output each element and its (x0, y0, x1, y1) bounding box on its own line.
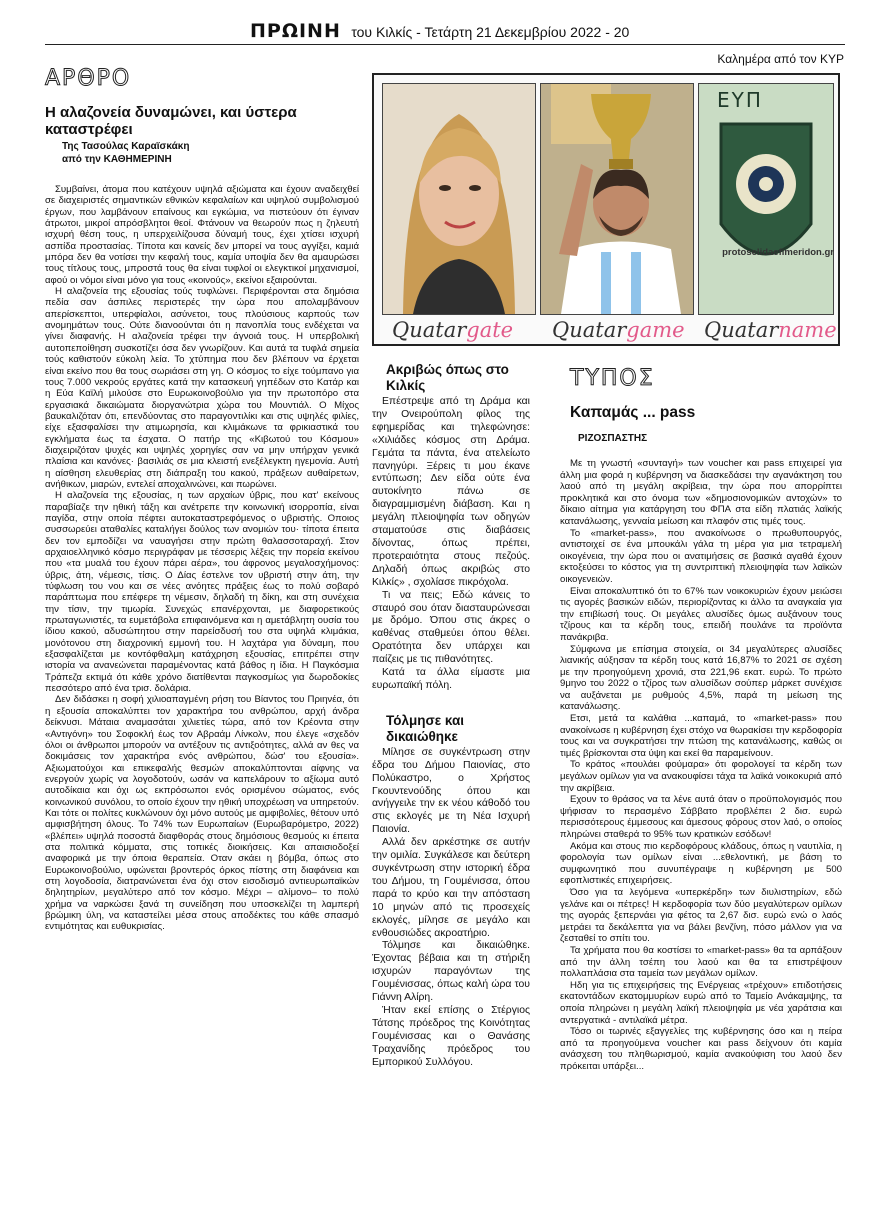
article-left-title: Η αλαζονεία δυναμώνει, και ύστερα καταστρέφει (45, 104, 297, 138)
paragraph: Όσο για τα λεγόμενα «υπερκέρδη» των διυλιστηρίων, εδώ γελάνε και οι πέτρες! Η κερδοφορία των δύο μεγαλύτερων ομίλων της αγοράς ξεπερνάει για φέτος τα 2,67 δισ. ευρώ ενώ ο λαός μετράει τα δεκάλεπτα για να βάλει βενζίνη, πόσο μάλλον για να ζεσταθεί το σπίτι του. (560, 886, 842, 945)
block1-body (372, 396, 530, 693)
cartoon-panel-footballer (540, 83, 694, 315)
section-label-typos: ΤΥΠΟΣ (570, 366, 655, 391)
woman-portrait-image (383, 84, 535, 314)
paragraph: Το «market-pass», που ανακοίνωσε ο πρωθυπουργός, αντιστοιχεί σε ένα μπουκάλι γάλα τη μέρα για μια τετραμελή οικογένεια, την ώρα που οι ανατιμήσεις σε βασικά αγαθά έχουν εκτοξεύσει το κόστος για τη συντριπτική πλειοψηφία των λαϊκών οικογενειών. (560, 527, 842, 585)
cartoon-panel-badge (698, 83, 834, 315)
paragraph: Επέστρεψε από τη Δράμα και την Ονειρούπολη φίλος της εφημερίδας και τηλεφώνησε: «Χιλιάδες κόσμος στη Δράμα. Γεμάτα τα πάντα, ένα ατελείωτο πανηγύρι. Ξέρεις τι μου έκανε εντύπωση; Δεν είδα ούτε ένα αυτοκίνητο πάνω σε διαγραμμισμένη διάβαση. Και η μεγάλη πλειοψηφία των οδηγών σταματούσε στις διαβάσεις δίνοντας, όπως πρέπει, προτεραιότητα στους πεζούς. Δηλαδή όπως ακριβώς στο Κιλκίς» , σχολίασε πικρόχολα. (372, 396, 530, 588)
source: από την ΚΑΘΗΜΕΡΙΝΗ (62, 154, 172, 165)
caption-name: Quatarname (704, 318, 837, 342)
paragraph: Τόλμησε και δικαιώθηκε. Έχοντας βέβαια και τη στήριξη ισχυρών παραγόντων της Γουμένισσας, όπως καλή ώρα του Γιάννη Αλίρη. (372, 940, 530, 1004)
block1-title: Ακριβώς όπως στο Κιλκίς (386, 362, 509, 393)
paragraph: Δεν διδάσκει η σοφή χιλιοαπαγμένη ρήση του Βίαντος του Πριηνέα, ότι η εξουσία αποκαλύπτει τον χαρακτήρα του ανθρώπου, αρχή άνδρα δείκνυσι. Μάταια αναμασάται χιλιετίες τώρα, από τον Κρέοντα στην «Αντιγόνη» του Σοφοκλή έως τον Αβραάμ Λίνκολν, που έλεγε «σχεδόν όλοι οι άνθρωποι μπορούν να αντέξουν τις αντιξοότητες, αλλά αν θες να δοκιμάσεις τον χαρακτήρα ενός ανθρώπου, δώσ' του εξουσία». Αξιωματούχοι και επικεφαλής θεσμών αποκαλύπτονται αίφνης να ενεργούν χωρίς να λογοδοτούν, ωσάν να καπελάρουν το αξίωμα αυτό αυτοδίκαια και όχι ως εκπρόσωποι ενός ορισμένου σώματος, ενός κοινωνικού συνόλου, το οποίο έχουν την ηθική υποχρέωση να υπηρετούν. Και τότε οι πολίτες κυκλώνουν όχι μόνο αυτούς με αμφιβολίες, θέτουν υπό αμφισβήτηση όλους. Το 74% των Ευρωπαίων (Ευρωβαρόμετρο, 2022) «βλέπει» υψηλά ποσοστά διαφθοράς στους δημόσιους θεσμούς κι έπειτα στα πολιτικά κόμματα, στις τοπικές διοικήσεις. Και απαισιοδοξεί αναφορικά με την όποια θεραπεία. Οταν σκάει η βόμβα, όπως στο Ευρωκοινοβούλιο, υφώνεται βροντερός όρκος πίστης στη διαφάνεια και στη λογοδοσία, διατρανώνεται ένα όχι στον εισοδισμό αντιευρωπαϊκών δηλητηρίων, μεγαλύτερο από τον κόσμο. Μέχρι – αλίμονο– το πολύ χρήμα να ναρκώσει ξανά τη συνείδηση που υποσκελίζει τη λαμπερή βρώμικη ύλη, να καταστείλει μέσα στους αποδέκτες του κάθε σπασμό εντιμότητας και ευθυκρισίας. (45, 694, 359, 933)
article-right-body (560, 458, 842, 1188)
badge-text: ΕΥΠ (717, 88, 763, 112)
greeting: Καλημέρα από τον ΚΥΡ (717, 52, 844, 66)
article-right-title: Καπαμάς ... pass (570, 404, 696, 421)
article-left-body (45, 184, 359, 1184)
paragraph: Είναι αποκαλυπτικό ότι το 67% των νοικοκυριών έχουν μειώσει τις αγορές βασικών ειδών, περιορίζοντας κι άλλο τα αναγκαία για την επιβίωσή τους. Οι μεγάλες αλυσίδες όμως αυξάνουν τους τζίρους και τα κέρδη τους, επειδή πουλάνε τα προϊόντα πανάκριβα. (560, 585, 842, 643)
article-left-byline (62, 140, 362, 166)
edition-info: του Κιλκίς - Τετάρτη 21 Δεκεμβρίου 2022 - 20 (351, 24, 630, 40)
masthead (40, 18, 852, 46)
block2-body (372, 747, 530, 1070)
masthead-line (250, 20, 629, 42)
block2-title: Τόλμησε και δικαιώθηκε (386, 712, 465, 744)
section-label-arthro: ΑΡΘΡΟ (45, 66, 132, 91)
paragraph: Τόσο οι τωρινές εξαγγελίες της κυβέρνησης όσο και η πείρα από τα προηγούμενα voucher και pass δείχνουν ότι καμία ανάσχεση του πληθωρισμού, καμία ανακούφιση του λαού δεν πρόκειται υπάρξει... (560, 1026, 842, 1072)
paragraph: Η αλαζονεία της εξουσίας τούς τυφλώνει. Περιφέρονται στα δημόσια πεδία σαν άσπιλες περιστερές την ώρα που απολαμβάνουν απερίσκεπτοι, υπερφίαλοι, ασύνετοι, τους πλούσιους καρπούς των ανομημάτων τους. Ούτε διανοούνται ότι η πανοπλία τους ενδέχεται να γίνει διαφανής. Η αλαζονεία τρέφει την άγνοιά τους. Η υπερβολική αυτοπεποίθηση συσκοτίζει όσα δεν γνωρίζουν. Και αυτά τα τυφλά σημεία τούς καθιστούν εύκολη λεία. Το χτύπημα που δεν βλέπουν να έρχεται είναι εκείνο που θα τους σωριάσει στη γη. Ο κόσμος το είχε τούμπανο για τους 7.000 νεκρούς εργάτες κατά την κατασκευή γηπέδων στο Κατάρ και η Εύα Καϊλή μιλούσε στο Ευρωκοινοβούλιο για την πρωτοπόρο στα εργασιακά δικαιώματα διοργανώτρια χώρα του Μουντιάλ. Ο Μίχος βαυκαλιζόταν ότι, επενδύοντας στο παραγοντιλίκι και στις υψηλές φιλίες, είχε εξασφαλίσει την ατιμωρησία, και κλιμάκωνε τα φρικιαστικά του εγκλήματα έως τα έσχατα. Ο πατήρ της «Κιβωτού του Κόσμου» διαχειριζόταν ψυχές και υψηλές χορηγίες σαν να μην υπήρχαν γενικά πλαίσια και κανόνες· βασιλιάς σε μια κλειστή ενεξέλεγκτη ηγεμονία. Αυτή η αίσθηση ελευθερίας στη διάπραξη του κακού, πράξεων αυθαίρετων, ανήθικων, μιαρών, εντελεί αποχαλινώνει, και πωρώνει. (45, 286, 359, 490)
paragraph: Ηδη για τις επιχειρήσεις της Ενέργειας «τρέχουν» επιδοτήσεις εκατοντάδων εκατομμυρίων ευρώ από το Ταμείο Ανάκαμψης, τα οποία πληρώνει η μεγάλη λαϊκή πλειοψηφία με νέα χαράτσια και αντεργατικά - αντιλαϊκά μέτρα. (560, 979, 842, 1026)
paragraph: Κατά τα άλλα είμαστε μια ευρωπαϊκή πόλη. (372, 667, 530, 691)
caption-game: Quatargame (552, 318, 685, 342)
article-right-source: ΡΙΖΟΣΠΑΣΤΗΣ (578, 433, 648, 444)
column-middle (372, 362, 530, 1070)
paragraph: Εχουν το θράσος να τα λένε αυτά όταν ο προϋπολογισμός που ψήφισαν το περασμένο Σάββατο προβλέπει 2 δισ. ευρώ περισσότερους έμμεσους και άμεσους φόρους στον λαό, ο οποίος πληρώνει σταθερά το 95% των κρατικών εσόδων! (560, 794, 842, 840)
paragraph: Το κράτος «πουλάει φούμαρα» ότι φορολογεί τα κέρδη των μεγάλων ομίλων για να ανακουφίσει τάχα τα λαϊκά νοικοκυριά από την ακρίβεια. (560, 759, 842, 794)
header-rule (45, 44, 845, 45)
paragraph: Τα χρήματα που θα κοστίσει το «market-pass» θα τα αρπάξουν από την άλλη τσέπη του λαού και θα τα επιστρέψουν πολλαπλάσια στα ταμεία των μεγάλων ομίλων. (560, 944, 842, 980)
paragraph: Η αλαζονεία της εξουσίας, η των αρχαίων ύβρις, που κατ' εκείνους παραβίαζε την ηθική τάξη και ανέτρεπε την κοινωνική ισορροπία, είναι παγίδα, στην οποία πέφτει αυτοκαταστρεφόμενος ο υβριστής. Οποιος συσσωρεύει αταθαλίες καταλήγει δούλος των ανομιών του· τίποτα έπειτα δεν τον εμποδίζει να ναυαγήσει στην πρώτη θαλασσοταραχή. Στον αρχαιοελληνικό κόσμο περιγράφαν με τέσσερις λέξεις την πορεία εκείνου που «τα μυαλά του έχουν πάρει αέρα», του άφρονος μεγαλοσχήμονος: ύβρις, άτη, νέμεσις, τίσις. Ο Δίας έστελνε τον υβριστή στην άτη, την τύφλωση του νου και σε νέες ανόητες πράξεις έως το πολύ σοβαρό παράπτωμα που επέφερε τη νέμεσιν, δηλαδή τη δίκη, και στη συνέχεια την τίσιν, την τιμωρία. Συνεχώς επανέρχονται, με διαφορετικούς πρωταγωνιστές, τα ευμετάβολα επιφαινόμενα και η αμετάβλητη ουσία του ίδιου κακού, αδυσώπητου στην παρείσδυσή του στα υψηλά κλιμάκια, μονότονου στη διαχρονική εμμονή του. Η λαχτάρα για δύναμη, που εξασφαλίζεται με κοντόφθαλμη κατάχρηση εξουσίας, επιτρέπει στην ιστορία να ανανεώνεται παραμένοντας κατά βάθος η ίδια. Η Παγκόσμια Τράπεζα εκτιμά ότι κάθε χρόνο διατίθενται παγκοσμίως για δωροδοκίες πεσσότερο από ένα τρισ. δολάρια. (45, 490, 359, 695)
caption-gate: Quatargate (392, 318, 514, 342)
paragraph: Αλλά δεν αρκέστηκε σε αυτήν την ομιλία. Συγκάλεσε και δεύτερη συγκέντρωση στην ιστορική έδρα του Δήμου, τη Γουμένισσα, όπου παρά το κρύο και την απόσταση 10 μηνών από τις προσεχείς εκλογές, μίλησε σε μεγάλο και ενθουσιώδες ακροατήριο. (372, 837, 530, 939)
footballer-trophy-image (541, 84, 693, 314)
paragraph: Ακόμα και στους πιο κερδοφόρους κλάδους, όπως η ναυτιλία, η φορολογία των ομίλων είναι ...εθελοντική, με βάση το συμφωνητικό που συνυπέγραψε η κυβέρνηση με 500 εφοπλιστικές επιχειρήσεις. (560, 840, 842, 887)
paragraph: Τι να πεις; Εδώ κάνεις το σταυρό σου όταν διασταυρώνεσαι με δρόμο. Όπου στις άκρες ο καθένας σταθμεύει όπου θέλει. Ορατότητα δεν υπάρχει και παίζεις με τις πιθανότητες. (372, 589, 530, 666)
paragraph: Μίλησε σε συγκέντρωση στην έδρα του Δήμου Παιονίας, στο Πολύκαστρο, ο Χρήστος Γκουντενούδης όπου και ανήγγειλε την εκ νέου κάθοδό του στις εκλογές με τη Νέα Ισχυρή Παιονία. (372, 746, 530, 836)
paragraph: Συμβαίνει, άτομα που κατέχουν υψηλά αξιώματα και έχουν αναδειχθεί σε διαχειριστές σημαντικών εθνικών κεφαλαίων και υψηλού συμβολισμού έργων, που λαμβάνουν επαίνους και εγκώμια, να πιστεύουν ότι έγιναν άτρωτοι, μικροί απρόσβλητοι θεοί. Φτάνουν να θεωρούν πως η ζηλευτή ισχυρή θέση τους, η υπερχειλίζουσα δύναμή τους, έχει χτίσει ισχυρή ασπίδα προστασίας. Τίποτα και κανείς δεν μπορεί να τους αγγίξει, καμιά μπόρα δεν θα νοτίσει την κεφαλή τους, καμία υποψία δεν θα αμαυρώσει τους τίτλους τους, μπροστά τους θα είναι τυφλοί οι ελεγκτικοί μηχανισμοί, αφού οι νόμοι είναι μόνο για τους «κοινούς», εκείνοι εξαιρούνται. (45, 184, 359, 286)
paragraph: Ετσι, μετά τα καλάθια ...καπαμά, το «market-pass» που ανακοίνωσε η κυβέρνηση έχει στόχο να θωρακίσει την κερδοφορία τους και να συγκρατήσει την πτώση της κατανάλωσης, καθώς οι τιμές βρίσκονται στα ύψη και εκεί θα παραμείνουν. (560, 713, 842, 759)
cartoon-illustration (372, 73, 840, 346)
paragraph: Ήταν εκεί επίσης ο Στέργιος Τάτσης πρόεδρος της Κοινότητας Γουμένισσας και ο Θανάσης Τραχανίδης πρόεδρος του Εμπορικού Συλλόγου. (372, 1004, 530, 1068)
agency-badge-image (699, 84, 833, 314)
paragraph: Με τη γνωστή «συνταγή» των voucher και pass επιχειρεί για άλλη μια φορά η κυβέρνηση να διασκεδάσει την αγανάκτηση του λαού από τη μεγάλη ακρίβεια, την ώρα που απορρίπτει προκλητικά και στο όνομα των «δημοσιονομικών αντοχών» το δίκαιο αίτημα για κατάργηση του ΦΠΑ στα είδη πλατιάς λαϊκής κατανάλωσης, γενναία μείωση και πλαφόν στις τιμές τους. (560, 458, 842, 527)
cartoon-panel-portrait (382, 83, 536, 315)
paragraph: Σύμφωνα με επίσημα στοιχεία, οι 34 μεγαλύτερες αλυσίδες λιανικής αύξησαν τα κέρδη τους κατά 16,87% το 2021 σε σχέση με την προηγούμενη χρονιά, στα 221,96 εκατ. ευρώ. Το πρώτο 9μηνο του 2022 ο τζίρος των αλυσίδων σούπερ μάρκετ συνέχισε να αυξάνεται με ρυθμούς 4,5%, παρά τη μείωση της κατανάλωσης. (560, 643, 842, 713)
author: Της Τασούλας Καραϊσκάκη (62, 141, 190, 152)
newspaper-logo: ΠΡΩΙΝΗ (250, 20, 341, 42)
watermark: protoselidaefimeridon.gr (722, 247, 834, 258)
